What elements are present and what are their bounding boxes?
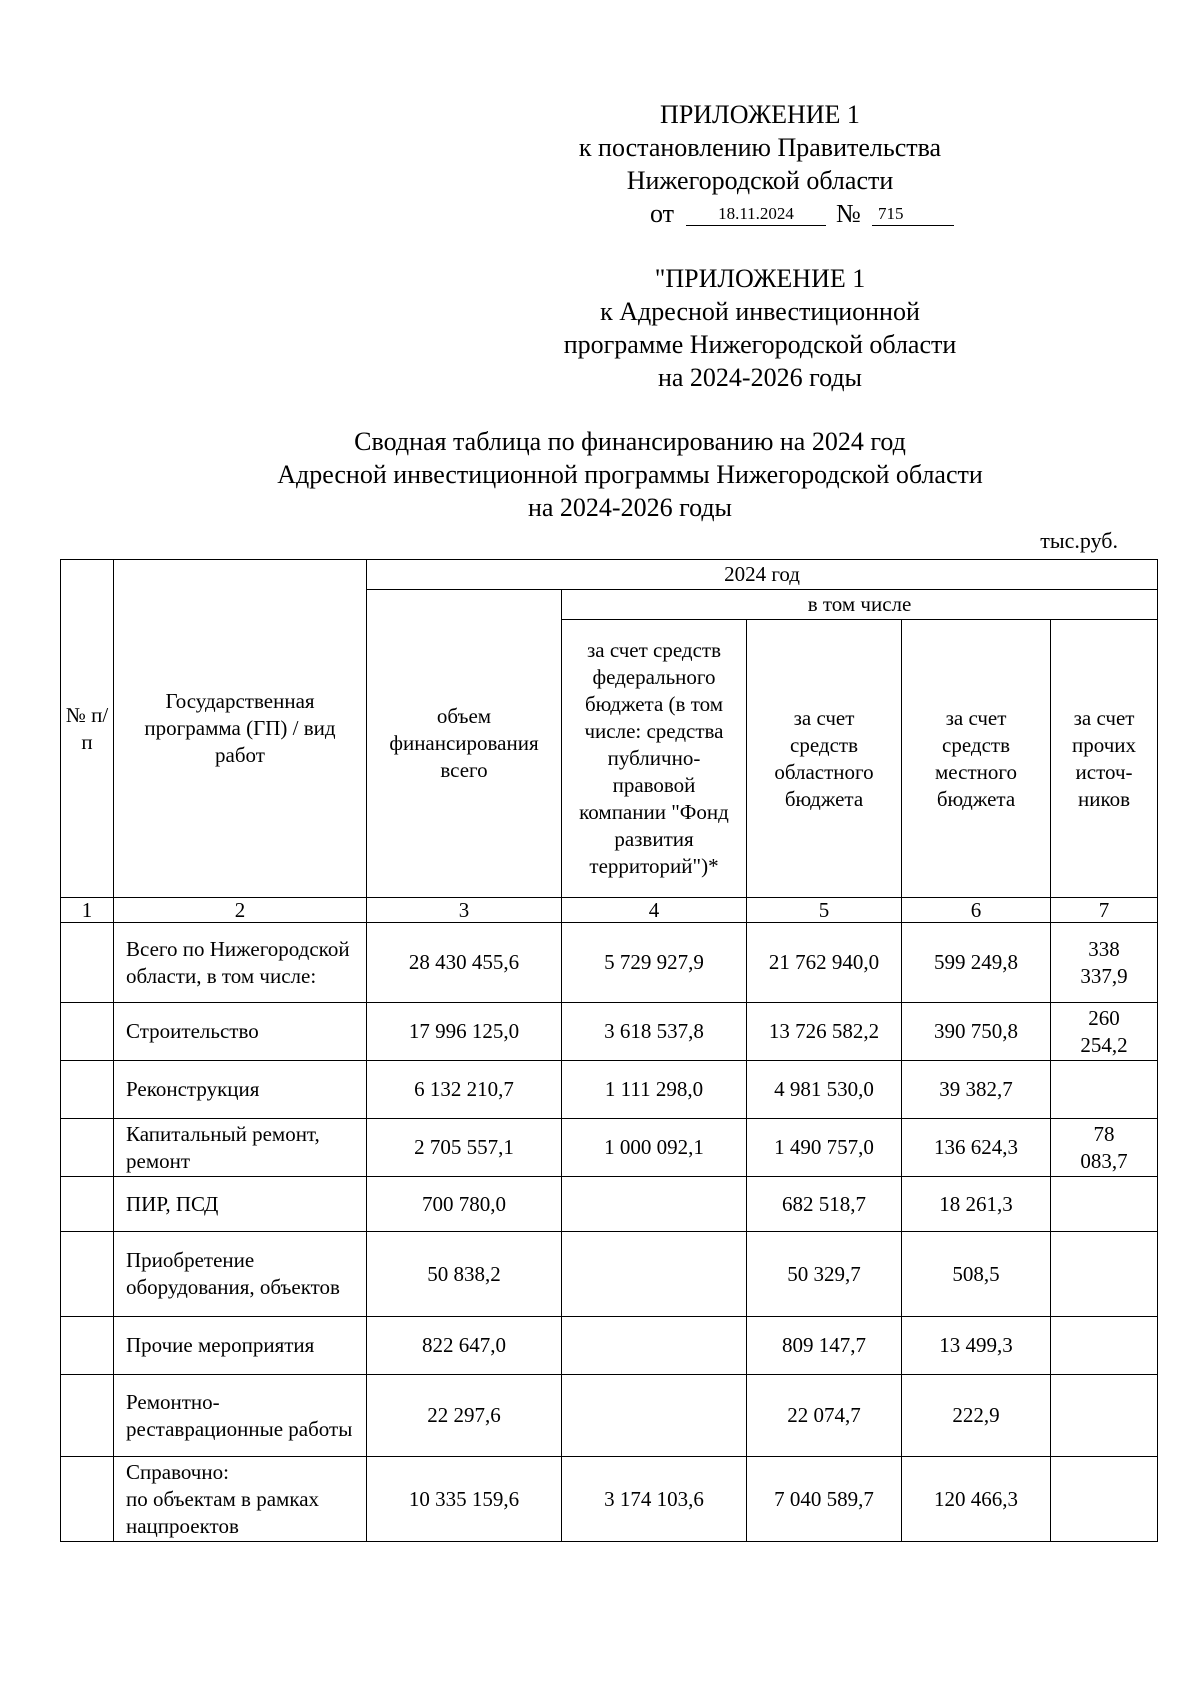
row-other-cell: 260 254,2 [1051, 1003, 1158, 1061]
row-federal-cell [562, 1375, 747, 1457]
table-row [61, 923, 1158, 1003]
column-number: 7 [1051, 898, 1158, 923]
row-other-cell [1051, 1457, 1158, 1542]
column-number: 5 [747, 898, 902, 923]
header-line: ПРИЛОЖЕНИЕ 1 [660, 100, 860, 129]
row-other-cell [1051, 1061, 1158, 1119]
row-no-cell [61, 1119, 114, 1177]
row-local-cell: 599 249,8 [902, 923, 1051, 1003]
row-no-cell [61, 1317, 114, 1375]
table-row [61, 1317, 1158, 1375]
row-total-cell: 50 838,2 [367, 1232, 562, 1317]
table-row [61, 1457, 1158, 1542]
row-federal-cell: 5 729 927,9 [562, 923, 747, 1003]
row-no-cell [61, 923, 114, 1003]
units-label: тыс.руб. [1040, 528, 1118, 553]
financing-table-wrapper [60, 559, 1158, 1542]
table-row [61, 1177, 1158, 1232]
row-other-cell [1051, 1375, 1158, 1457]
header-total: объем финансирования всего [367, 590, 562, 898]
date-prefix: от [650, 199, 675, 228]
row-local-cell: 390 750,8 [902, 1003, 1051, 1061]
appendix-line: программе Нижегородской области [563, 330, 957, 359]
row-other-cell [1051, 1177, 1158, 1232]
row-no-cell [61, 1003, 114, 1061]
row-regional-cell: 809 147,7 [747, 1317, 902, 1375]
row-no-cell [61, 1457, 114, 1542]
row-no-cell [61, 1232, 114, 1317]
row-regional-cell: 682 518,7 [747, 1177, 902, 1232]
appendix-header [520, 262, 1000, 394]
financing-table [60, 559, 1158, 1542]
row-name-cell: Справочно: по объектам в рамках нацпроектов [114, 1457, 367, 1542]
row-total-cell: 17 996 125,0 [367, 1003, 562, 1061]
row-other-cell [1051, 1232, 1158, 1317]
row-total-cell: 28 430 455,6 [367, 923, 562, 1003]
row-federal-cell: 3 174 103,6 [562, 1457, 747, 1542]
row-other-cell: 338 337,9 [1051, 923, 1158, 1003]
row-federal-cell: 1 111 298,0 [562, 1061, 747, 1119]
row-no-cell [61, 1177, 114, 1232]
row-no-cell [61, 1061, 114, 1119]
row-local-cell: 120 466,3 [902, 1457, 1051, 1542]
appendix-line: к Адресной инвестиционной [600, 297, 920, 326]
row-regional-cell: 50 329,7 [747, 1232, 902, 1317]
resolution-header [520, 98, 1000, 230]
row-local-cell: 222,9 [902, 1375, 1051, 1457]
row-name-cell: Ремонтно-реставрационные работы [114, 1375, 367, 1457]
row-total-cell: 2 705 557,1 [367, 1119, 562, 1177]
row-regional-cell: 13 726 582,2 [747, 1003, 902, 1061]
column-number: 1 [61, 898, 114, 923]
date-number-line [520, 197, 1000, 230]
table-row [61, 1375, 1158, 1457]
appendix-line: на 2024-2026 годы [657, 363, 863, 392]
column-number: 6 [902, 898, 1051, 923]
row-name-cell: Прочие мероприятия [114, 1317, 367, 1375]
column-number: 2 [114, 898, 367, 923]
row-local-cell: 136 624,3 [902, 1119, 1051, 1177]
row-regional-cell: 22 074,7 [747, 1375, 902, 1457]
row-other-cell [1051, 1317, 1158, 1375]
row-total-cell: 22 297,6 [367, 1375, 562, 1457]
resolution-date: 18.11.2024 [686, 203, 826, 226]
header-federal: за счет средств федерального бюджета (в том числе: средства публично-правовой компании "Фонд развития территорий")* [562, 620, 747, 898]
row-regional-cell: 4 981 530,0 [747, 1061, 902, 1119]
resolution-number: 715 [872, 203, 954, 226]
row-name-cell: Строительство [114, 1003, 367, 1061]
row-local-cell: 508,5 [902, 1232, 1051, 1317]
title-line: Сводная таблица по финансированию на 2024 год [354, 427, 906, 456]
row-federal-cell: 3 618 537,8 [562, 1003, 747, 1061]
appendix-line: "ПРИЛОЖЕНИЕ 1 [654, 264, 866, 293]
row-regional-cell: 21 762 940,0 [747, 923, 902, 1003]
table-row [61, 1232, 1158, 1317]
row-federal-cell [562, 1317, 747, 1375]
header-year: 2024 год [367, 560, 1158, 590]
column-number: 4 [562, 898, 747, 923]
number-prefix: № [836, 199, 861, 228]
column-number-row [61, 898, 1158, 923]
header-local: за счет средств местного бюджета [902, 620, 1051, 898]
row-federal-cell [562, 1177, 747, 1232]
title-line: Адресной инвестиционной программы Нижегородской области [277, 460, 983, 489]
table-row [61, 1003, 1158, 1061]
row-other-cell: 78 083,7 [1051, 1119, 1158, 1177]
row-name-cell: Капитальный ремонт, ремонт [114, 1119, 367, 1177]
row-total-cell: 822 647,0 [367, 1317, 562, 1375]
row-local-cell: 13 499,3 [902, 1317, 1051, 1375]
header-col-name: Государственная программа (ГП) / вид работ [114, 560, 367, 898]
document-title [0, 425, 1200, 524]
header-col-no: № п/п [61, 560, 114, 898]
row-no-cell [61, 1375, 114, 1457]
row-local-cell: 18 261,3 [902, 1177, 1051, 1232]
row-total-cell: 700 780,0 [367, 1177, 562, 1232]
header-including: в том числе [562, 590, 1158, 620]
header-line: Нижегородской области [626, 166, 894, 195]
row-regional-cell: 7 040 589,7 [747, 1457, 902, 1542]
header-regional: за счет средств областного бюджета [747, 620, 902, 898]
row-local-cell: 39 382,7 [902, 1061, 1051, 1119]
table-row [61, 1061, 1158, 1119]
row-total-cell: 10 335 159,6 [367, 1457, 562, 1542]
row-name-cell: Приобретение оборудования, объектов [114, 1232, 367, 1317]
row-name-cell: ПИР, ПСД [114, 1177, 367, 1232]
row-name-cell: Реконструкция [114, 1061, 367, 1119]
row-total-cell: 6 132 210,7 [367, 1061, 562, 1119]
table-row [61, 1119, 1158, 1177]
row-name-cell: Всего по Нижегородской области, в том числе: [114, 923, 367, 1003]
title-line: на 2024-2026 годы [527, 493, 733, 522]
header-line: к постановлению Правительства [578, 133, 942, 162]
row-regional-cell: 1 490 757,0 [747, 1119, 902, 1177]
row-federal-cell: 1 000 092,1 [562, 1119, 747, 1177]
row-federal-cell [562, 1232, 747, 1317]
header-other: за счет прочих источ-ников [1051, 620, 1158, 898]
column-number: 3 [367, 898, 562, 923]
